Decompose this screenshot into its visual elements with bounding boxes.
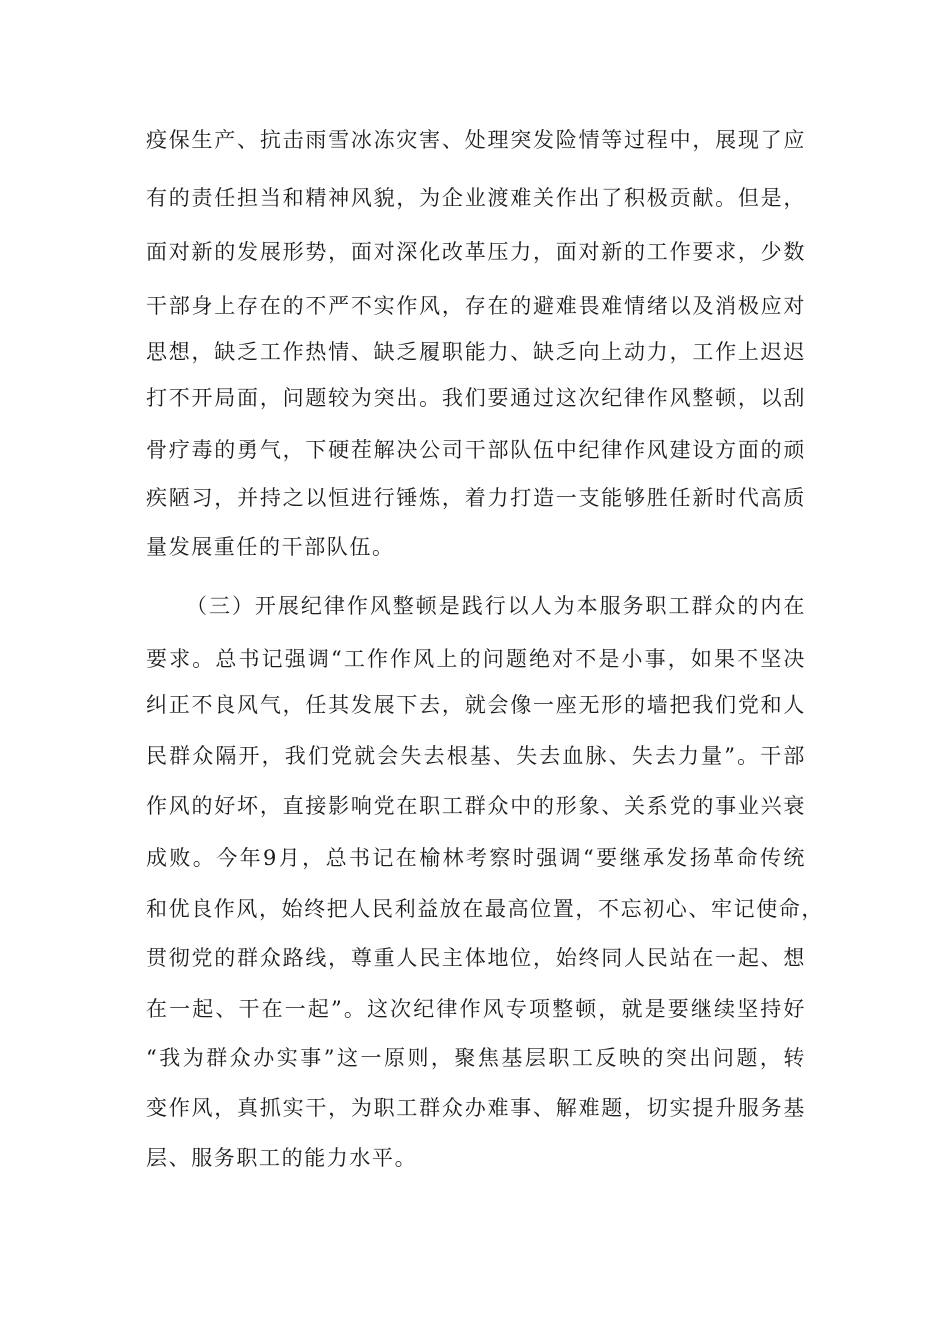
paragraph-1-line-4: 干部身上存在的不严不实作风，存在的避难畏难情绪以及消极应对 (146, 294, 806, 318)
paragraph-2-line-5: 作风的好坏，直接影响党在职工群众中的形象、关系党的事业兴衰 (146, 794, 806, 818)
paragraph-1-line-3: 面对新的发展形势，面对深化改革压力，面对新的工作要求，少数 (146, 240, 806, 264)
paragraph-2-line-10: “我为群众办实事”这一原则，聚焦基层职工反映的突出问题，转 (146, 1046, 806, 1070)
paragraph-1-line-5: 思想，缺乏工作热情、缺乏履职能力、缺乏向上动力，工作上迟迟 (146, 340, 806, 364)
paragraph-2-line-3: 纠正不良风气，任其发展下去，就会像一座无形的墙把我们党和人 (146, 693, 806, 717)
paragraph-2-line-11: 变作风，真抓实干，为职工群众办难事、解难题，切实提升服务基 (146, 1096, 806, 1120)
paragraph-1-line-1: 疫保生产、抗击雨雪冰冻灾害、处理突发险情等过程中，展现了应 (146, 128, 806, 152)
paragraph-1-line-6: 打不开局面，问题较为突出。我们要通过这次纪律作风整顿，以刮 (146, 386, 806, 410)
paragraph-2-line-9: 在一起、干在一起”。这次纪律作风专项整顿，就是要继续坚持好 (146, 997, 806, 1021)
paragraph-2-line-12: 层、服务职工的能力水平。 (146, 1146, 418, 1170)
paragraph-1-line-8: 疾陋习，并持之以恒进行锤炼，着力打造一支能够胜任新时代高质 (146, 486, 806, 510)
paragraph-2-line-1: （三）开展纪律作风整顿是践行以人为本服务职工群众的内在 (186, 594, 806, 618)
paragraph-2-line-6: 成败。今年9月，总书记在榆林考察时强调“要继承发扬革命传统 (146, 846, 806, 870)
paragraph-1-line-2: 有的责任担当和精神风貌，为企业渡难关作出了积极贡献。但是， (146, 186, 806, 210)
paragraph-1-line-7: 骨疗毒的勇气，下硬茬解决公司干部队伍中纪律作风建设方面的顽 (146, 438, 806, 462)
paragraph-2-line-2: 要求。总书记强调“工作作风上的问题绝对不是小事，如果不坚决 (146, 647, 806, 671)
paragraph-2-line-7: 和优良作风，始终把人民利益放在最高位置，不忘初心、牢记使命， (146, 897, 824, 921)
paragraph-2-line-4: 民群众隔开，我们党就会失去根基、失去血脉、失去力量”。干部 (146, 744, 806, 768)
paragraph-1-line-9: 量发展重任的干部队伍。 (146, 535, 395, 559)
paragraph-2-line-8: 贯彻党的群众路线，尊重人民主体地位，始终同人民站在一起、想 (146, 946, 806, 970)
